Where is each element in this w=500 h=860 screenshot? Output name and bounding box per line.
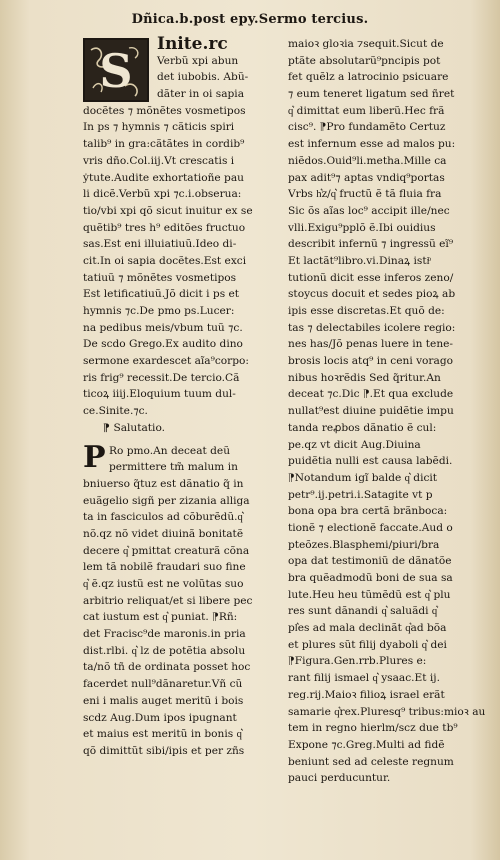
text-line: Expone ⁊c.Greg.Multi ad fidẽ [288, 738, 445, 751]
text-line: nibus hoꝛrẽdis Sed q̃ritur.An [288, 371, 441, 384]
text-line: describit infernũ ⁊ ingressũ eĩ⁹ [288, 238, 454, 251]
initial-p: P [83, 439, 106, 475]
text-line: scdz Aug.Dum ipos ipugnant [83, 711, 237, 724]
text-line: ⁊ eum teneret ligatum sed ñret [288, 88, 455, 101]
text-line: tem in regno hierlm/scz due tb⁹ [288, 722, 458, 735]
text-line: det iubobis. Abũ- [157, 71, 249, 84]
text-line: Ro pmo.An deceat deũ [109, 444, 231, 457]
text-line: talib⁹ in gra:cãtãtes in cordib⁹ [83, 138, 245, 151]
text-line: permittere tm̃ malum in [109, 461, 238, 474]
text-line: sermone exardescet aĩa⁹corpo: [83, 355, 249, 368]
text-line: arbitrio reliquat/et si libere pec [83, 594, 253, 607]
text-line: tutionũ dicit esse inferos zeno/ [288, 271, 454, 284]
text-line: Vrbs h͛z/q͛ fructũ ẽ tã fluia fra [288, 188, 442, 201]
paragraph-mark-icon: ⁋ [103, 421, 114, 434]
right-column-lines [288, 36, 488, 787]
svg-text:S: S [99, 44, 133, 98]
text-line: tanda reꝓbos dãnatio ẽ cul: [288, 421, 437, 434]
text-line: hymnis ⁊c.De pmo ps.Lucer: [83, 305, 235, 317]
text-line: tionẽ ⁊ electionẽ faccate.Aud o [288, 521, 453, 534]
text-line: tio/vbi xpi qõ sicut inuitur ex se [83, 204, 253, 217]
text-line: tas ⁊ delectabiles icolere regio: [288, 321, 456, 334]
text-line: reg.rij.Maioꝛ filioꝝ israel erãt [288, 688, 445, 701]
text-line: cisc⁹. ⁋Pro fundamẽto Certuz [288, 121, 446, 134]
left-para-lines [83, 493, 283, 760]
text-line: qõ dimittũt sibi/ipis et per zñs [83, 744, 245, 757]
text-line: bra quẽadmodũ boni de sua sa [288, 572, 453, 584]
text-line: facerdet null⁹dãnaretur.Vñ cũ [83, 678, 243, 691]
text-line: eni i malis auget meritũ i bois [83, 694, 244, 707]
text-line: opa dat testimoniũ de dãnatõe [288, 555, 452, 568]
text-line: beniunt sed ad celeste regnum [288, 755, 454, 768]
text-line: ptãte absolutarũ⁹pncipis pot [288, 54, 441, 67]
text-line: cit.In oi sapia docẽtes.Est exci [83, 254, 247, 267]
text-line: q͛ dimittat eum liberũ.Hec frã [288, 104, 445, 117]
text-line: vris dño.Col.iij.Vt crescatis i [83, 154, 235, 167]
text-line: Sic õs aĩas loc⁹ accipit ille/nec [288, 204, 450, 217]
text-line: fet quẽlz a latrocinio psicuare [288, 71, 449, 84]
text-line: ta in fasciculos ad cõburẽdũ.q͛ [83, 511, 243, 524]
left-body-lines [83, 103, 283, 420]
text-line: samarie q͛rex.Pluresq⁹ tribus:mioꝛ au [288, 705, 486, 718]
text-line: petr⁹.ij.petri.i.Satagite vt p [288, 488, 433, 501]
text-line: ta/nõ tñ de ordinata posset hoc [83, 661, 251, 674]
text-line: In ps ⁊ hymnis ⁊ cãticis spiri [83, 121, 235, 134]
left-column [83, 36, 283, 760]
text-line: pe.qz vt dicit Aug.Diuina [288, 438, 421, 451]
text-line: lem tã nobilẽ fraudari suo fine [83, 561, 246, 574]
text-line: puidẽtia nulli est causa labẽdi. [288, 455, 453, 468]
text-line: pl͛es ad mala declinãt q͛ad bõa [288, 622, 447, 635]
right-column [288, 36, 488, 787]
text-line: Et lactãt⁹libro.vi.Dinaꝝ istiͦ [288, 254, 430, 267]
text-line: bniuerso q̃tuz est dãnatio q̃ in [83, 477, 244, 490]
text-line: decere q͛ pmittat creaturã cõna [83, 544, 250, 557]
text-line: cat iustum est q͛ puniat. ⁋Rñ: [83, 611, 238, 624]
text-line: pteõzes.Blasphemi/piuri/bra [288, 538, 440, 551]
text-line: ipis esse discretas.Et quõ de: [288, 305, 445, 317]
text-line: brosis locis atq⁹ in ceni vorago [288, 355, 453, 368]
paragraph-block [83, 439, 283, 760]
text-line: ce.Sinite.⁊c. [83, 405, 148, 418]
text-line: q͛ ẽ.qz iustũ est ne volũtas suo [83, 578, 244, 590]
text-line: et maius est meritũ in bonis q͛ [83, 728, 242, 741]
text-line: det Fracisc⁹de maronis.in pria [83, 628, 246, 641]
text-line: ⁋Notandum igĩ balde q͛ dicit [288, 471, 438, 484]
text-line: ẏtute.Audite exhortatioñe pau [83, 171, 244, 184]
text-line: dãter in oi sapia [157, 88, 245, 101]
text-line: rant filij ismael q͛ ysaac.Et ij. [288, 672, 440, 685]
text-line: bona opa bra certã brãnboca: [288, 505, 448, 518]
text-line: sas.Est eni illuiatiuũ.Ideo di- [83, 238, 237, 251]
text-line: deceat ⁊c.Dic ⁋.Et qua exclude [288, 388, 454, 401]
text-line: Est letificatiuũ.Jõ dicit i ps et [83, 288, 240, 301]
text-line: est infernum esse ad malos pu: [288, 138, 456, 151]
text-line: euãgelio sigñ per zizania alliga [83, 494, 250, 507]
text-line: ⁋Figura.Gen.rrb.Plures e: [288, 655, 427, 668]
text-line: pauci perducuntur. [288, 772, 391, 785]
text-line: De scdo Grego.Ex audito dino [83, 338, 243, 351]
text-line: maioꝛ gloꝛia ⁊sequit.Sicut de [288, 38, 444, 50]
text-line: niẽdos.Ouid⁹li.metha.Mille ca [288, 154, 447, 167]
text-line: ticoꝝ iiij.Eloquium tuum dul- [83, 388, 236, 401]
running-head: Dñica.b.post epy.Sermo tercius. [131, 12, 369, 27]
text-line: pax adit⁹⁊ aptas vndiq⁹portas [288, 171, 445, 184]
text-line: vlli.Exigu⁹pplõ ẽ.Ibi ouidius [288, 221, 436, 234]
text-line: stoycus docuit et sedes pioꝝ ab [288, 288, 456, 301]
text-line: res sunt dãnandi q͛ saluãdi q͛ [288, 605, 438, 618]
initial-s-ornament-icon [85, 40, 147, 100]
text-line: li dicẽ.Verbũ xpi ⁊c.i.obserua: [83, 188, 242, 201]
text-line: nõ.qz nõ videt diuinã bonitatẽ [83, 527, 244, 540]
text-line: tatiuũ ⁊ mõnẽtes vosmetipos [83, 271, 237, 284]
opening-word: Inite.rc [157, 36, 228, 53]
text-line: dist.rlbi. q͛ lz de potẽtia absolu [83, 644, 246, 657]
text-line: docẽtes ⁊ mõnẽtes vosmetipos [83, 104, 246, 117]
text-line: lute.Heu heu tũmẽdũ est q͛ plu [288, 588, 451, 601]
text-line: Verbũ xpi abun [157, 54, 239, 67]
text-line: nullat⁹est diuine puidẽtie impu [288, 405, 454, 418]
decorated-initial-s [83, 38, 149, 102]
section-title-text: Salutatio. [113, 421, 165, 434]
text-line: ris frig⁹ recessit.De tercio.Cã [83, 371, 240, 384]
text-line: quẽtib⁹ tres h⁹ editões fructuo [83, 221, 246, 234]
text-line: nes has/Jõ penas luere in tene- [288, 338, 453, 351]
text-line: na pedibus meis/vbum tuũ ⁊c. [83, 321, 243, 334]
text-line: et plures sũt filij dyaboli q͛ dei [288, 638, 447, 651]
section-title [83, 420, 283, 437]
